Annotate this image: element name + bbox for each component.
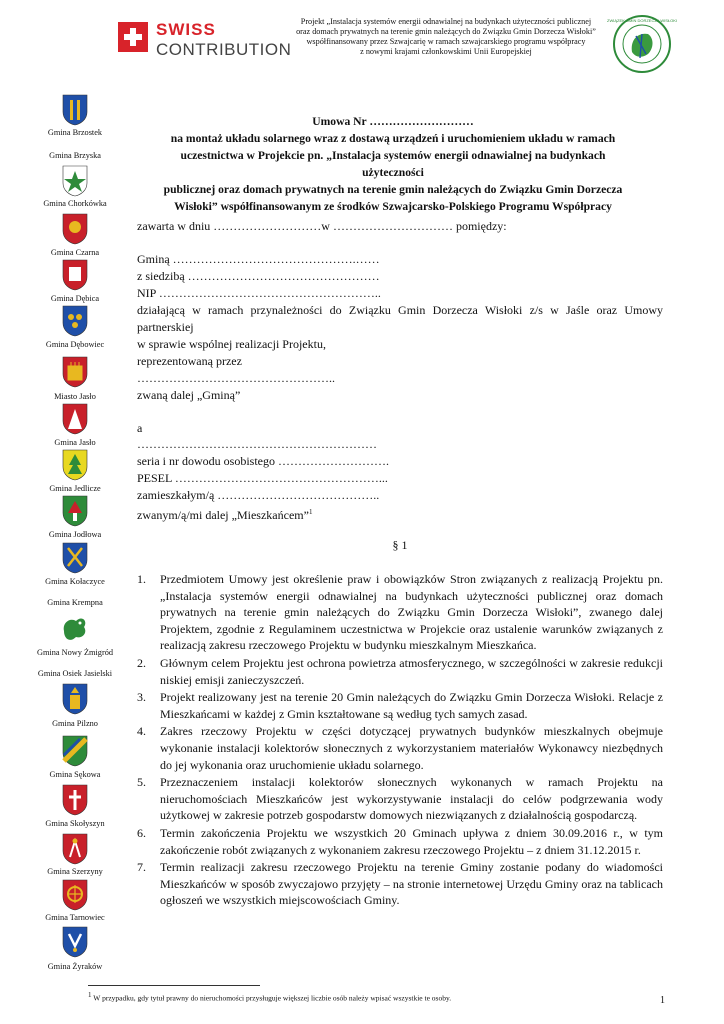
section-points	[137, 571, 663, 910]
footnote-ref: 1	[308, 508, 313, 516]
resident-name-dots: ……………………………………………………	[137, 437, 377, 451]
represented-line: reprezentowaną przez	[137, 354, 242, 368]
list-item: 1. Przedmiotem Umowy jest określenie praw i obowiązków Stron związanych z realizacją Projektu pn. „Instalacja systemów energii odnawialnej na budynkach użyteczności publicznej oraz domach prywatnych na terenie gmin należących do Związku Gmin Dorzecza Wisłoki”, zwanego dalej Projektem, zgodnie z Regulaminem uczestnictwa w Projekcie oraz ustalenie warunków związanych z realizacją zakresu rzeczowego Projektu w budynku mieszkalnym Mieszkańca.	[137, 572, 663, 653]
resident-address-line: zamieszkałym/ą …………………………………..	[137, 488, 380, 502]
nip-line: NIP ………………………………………………..	[137, 286, 381, 300]
gmina-label: Gmina Pilzno	[52, 719, 98, 728]
association-logo-text: ZWIĄZEK GMIN DORZECZA WISŁOKI	[606, 18, 678, 23]
cooperation-line: w sprawie wspólnej realizacji Projektu,	[137, 337, 326, 351]
gmina-label: Gmina Sękowa	[49, 770, 101, 779]
gmina-label: Gmina Nowy Żmigród	[36, 648, 114, 657]
called-gmina-line: zwaną dalej „Gminą”	[137, 388, 241, 402]
crest-icon	[0, 735, 150, 767]
gmina-label: Gmina Jasło	[54, 438, 96, 447]
crest-icon	[0, 611, 150, 645]
contract-title: Umowa Nr ……………………… na montaż układu solarnego wraz z dostawą urządzeń i uruchomieniem układu w ramach uczestnictwa w Projekcie pn. „Instalacja systemów energii odnawialnej na budynkach użyteczności publicznej oraz domach prywatnych na terenie gmin należących do Związku Gmin Dorzecza Wisłoki” współfinansowanym ze środków Szwajcarsko-Polskiego Programu Współpracy	[163, 115, 623, 213]
crest-icon	[0, 94, 150, 126]
section-sign: § 1	[392, 538, 408, 552]
list-item: 4. Zakres rzeczowy Projektu w części dotyczącej prywatnych budynków mieszkalnych obejmuje wykonanie instalacji kolektorów słonecznych z wykorzystaniem materiałów Wykonawcy niezbędnych do jej wykonania oraz uruchomienie układu solarnego.	[137, 724, 663, 772]
gmina-label: Gmina Krempna	[47, 598, 103, 607]
representative-dots: …………………………………………..	[137, 371, 335, 385]
crest-icon	[0, 403, 150, 435]
acting-line: działającą w ramach przynależności do Związku Gmin Dorzecza Wisłoki z/s w Jaśle oraz Umowy partnerskiej	[137, 303, 663, 334]
crest-icon	[0, 259, 150, 291]
crest-icon	[0, 926, 150, 958]
gmina-label: Miasto Jasło	[54, 392, 96, 401]
pesel-line: PESEL ……………………………………………...	[137, 471, 388, 485]
footnote: $^1$ W przypadku, gdy tytuł prawny do nieruchomości przysługuje większej liczbie osób należy wpisać wszystkie te osoby.	[88, 991, 452, 1003]
and-line: a	[137, 421, 143, 435]
crest-icon	[0, 683, 150, 715]
gmina-label: Gmina Dębica	[50, 294, 100, 303]
called-resident-line: zwanym/ą/mi dalej „Mieszkańcem”$^1$	[137, 508, 313, 522]
crest-icon	[0, 356, 150, 388]
logo-contribution: CONTRIBUTION	[156, 40, 292, 59]
footnote-divider	[88, 985, 260, 986]
gmina-label: Gmina Tarnowiec	[45, 913, 105, 922]
gmina-label: Gmina Żyraków	[47, 962, 103, 971]
gmina-label: Gmina Dębowiec	[45, 340, 105, 349]
crest-icon	[0, 833, 150, 865]
list-item: 5. Przeznaczeniem instalacji kolektorów słonecznych wykonanych w ramach Projektu na nieruchomościach Mieszkańców jest wykorzystywanie instalacji do celów podgrzewania wody użytkowej w zakresie potrzeb gospodarstw domowych niezwiązanych z działalnością gospodarczą.	[137, 775, 663, 823]
gmina-label: Gmina Osiek Jasielski	[37, 669, 113, 678]
id-card-line: seria i nr dowodu osobistego ……………………….	[137, 454, 389, 468]
gmina-label: Gmina Kołaczyce	[45, 577, 105, 586]
gmina-label: Gmina Brzostek	[47, 128, 103, 137]
gmina-label: Gmina Chorkówka	[43, 199, 107, 208]
crest-icon	[0, 213, 150, 245]
logo-swiss: SWISS	[156, 20, 216, 39]
crest-icon	[0, 542, 150, 574]
concluded-line: zawarta w dniu ………………………w ………………………… pomiędzy:	[137, 219, 507, 233]
crest-icon	[0, 879, 150, 911]
list-item: 3. Projekt realizowany jest na terenie 20 Gmin należących do Związku Gmin Dorzecza Wisłoki. Relacje z Mieszkańcami w każdej z Gmin kształtowane są według tych samych zasad.	[137, 690, 663, 721]
gmina-label: Gmina Skołyszyn	[45, 819, 105, 828]
gmina-label: Gmina Jedlicze	[49, 484, 101, 493]
crest-icon	[0, 784, 150, 816]
project-header-text: Projekt „Instalacja systemów energii odnawialnej na budynkach użyteczności publicznej oraz domach prywatnych na terenie gmin należących do Związku Gmin Dorzecza Wisłoki” współfinansowany przez Szwajcarię w ramach szwajcarskiego programu współpracy z nowymi krajami członkowskimi Unii Europejskiej	[296, 17, 596, 56]
list-item: 2. Głównym celem Projektu jest ochrona powietrza atmosferycznego, w szczególności w zakresie redukcji niskiej emisji zanieczyszczeń.	[137, 655, 663, 687]
list-item: 7. Termin realizacji zakresu rzeczowego Projektu na terenie Gminy zostanie podany do wiadomości Mieszkańców w sposób zwyczajowo przyjęty – na stronie internetowej Urzędu Gminy oraz na tablicach ogłoszeń we wszystkich miejscowościach Gminy.	[137, 860, 663, 908]
crest-icon	[0, 165, 150, 197]
crest-icon	[0, 449, 150, 481]
association-logo	[606, 14, 678, 74]
gmina-line: Gminą ……………………………………….……	[137, 252, 380, 266]
page-number: 1	[660, 995, 665, 1006]
gmina-label: Gmina Brzyska	[49, 151, 101, 160]
gmina-label: Gmina Czarna	[50, 248, 100, 257]
crest-icon	[0, 305, 150, 337]
crest-icon	[0, 495, 150, 527]
gmina-label: Gmina Szerzyny	[47, 867, 103, 876]
seat-line: z siedzibą …………………………………………	[137, 269, 380, 283]
gmina-label: Gmina Jodłowa	[48, 530, 102, 539]
swiss-flag-icon	[118, 22, 148, 52]
list-item: 6. Termin zakończenia Projektu we wszystkich 20 Gminach upływa z dniem 30.09.2016 r., w tym zakończenie robót związanych z wykonaniem zakresu rzeczowego Projektu – z dniem 31.12.2015 r.	[137, 825, 663, 857]
